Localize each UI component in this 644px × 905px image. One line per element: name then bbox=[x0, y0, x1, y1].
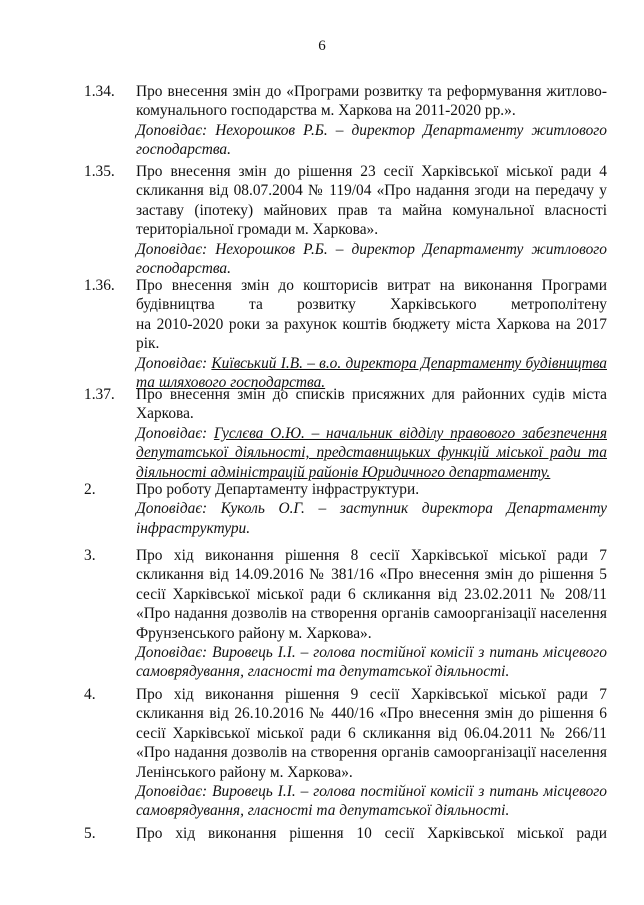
reporter-label: Доповідає: bbox=[136, 424, 208, 442]
item-title: Про хід виконання рішення 9 сесії Харківської міської ради 7 скликання від 26.10.2016 № 440/16 «Про внесення змін до рішення 6 сесії Харківської міської ради 6 скликання від 06.04.2011 № 266/11 «Про надання дозволів на створення органів самоорганізації населення Ленінського району м. Харкова». bbox=[136, 686, 607, 781]
reporter-label: Доповідає: bbox=[136, 354, 208, 372]
reporter-label: Доповідає: bbox=[136, 644, 208, 662]
item-number: 2. bbox=[84, 481, 96, 498]
item-title: Про внесення змін до рішення 23 сесії Харківської міської ради 4 скликання від 08.07.2004 № 119/04 «Про надання згоди на передачу у заставу (іпотеку) майнових прав та майна комунальної власності територіальної громади м. Харкова». bbox=[136, 163, 607, 239]
item-number: 5. bbox=[84, 825, 96, 842]
reporter-text: Нехорошков Р.Б. – директор Департаменту житлового господарства. bbox=[136, 240, 607, 278]
item-title: Про роботу Департаменту інфраструктури. bbox=[136, 481, 420, 498]
item-number: 1.35. bbox=[84, 163, 115, 180]
item-reporter bbox=[136, 424, 607, 482]
item-reporter bbox=[136, 643, 607, 682]
agenda-item-1-35 bbox=[84, 162, 607, 278]
agenda-item-3 bbox=[84, 546, 607, 682]
item-number: 3. bbox=[84, 547, 96, 564]
item-number: 1.37. bbox=[84, 386, 115, 403]
item-reporter bbox=[136, 121, 607, 160]
agenda-item-2 bbox=[84, 480, 607, 538]
reporter-text: Київський І.В. – в.о. директора Департаменту будівництва та шляхового господарства. bbox=[136, 354, 607, 392]
item-title: Про хід виконання рішення 8 сесії Харківської міської ради 7 скликання від 14.09.2016 № 381/16 «Про внесення змін до рішення 5 сесії Харківської міської ради 6 скликання від 23.02.2011 № 208/11 «Про надання дозволів на створення органів самоорганізації населення Фрунзенського району м. Харкова». bbox=[136, 547, 607, 642]
item-number: 1.36. bbox=[84, 277, 115, 294]
item-title-line-2: будівництва та розвитку Харківського метрополітену bbox=[136, 296, 607, 314]
agenda-item-4 bbox=[84, 685, 607, 821]
item-reporter bbox=[136, 240, 607, 279]
reporter-label: Доповідає: bbox=[136, 500, 208, 518]
reporter-label: Доповідає: bbox=[136, 240, 208, 258]
item-reporter bbox=[136, 782, 607, 821]
item-number: 1.34. bbox=[84, 83, 115, 100]
item-title: Про внесення змін до списків присяжних для районних судів міста Харкова. bbox=[136, 386, 607, 423]
item-title: Про хід виконання рішення 10 сесії Харківської міської ради bbox=[136, 825, 607, 842]
agenda-item-5 bbox=[84, 824, 607, 843]
reporter-text: Вировець І.І. – голова постійної комісії з питань місцевого самоврядування, гласності та депутатської діяльності. bbox=[136, 783, 607, 820]
item-title: Про внесення змін до «Програми розвитку та реформування житлово-комунального господарства м. Харкова на 2011-2020 рр.». bbox=[136, 83, 607, 120]
reporter-label: Доповідає: bbox=[136, 783, 208, 801]
reporter-label: Доповідає: bbox=[136, 121, 208, 139]
reporter-text: Гуслєва О.Ю. – начальник відділу правового забезпечення депутатської діяльності, представницьких функцій міської ради та діяльності адміністрацій районів Юридичного департаменту. bbox=[136, 424, 607, 481]
item-reporter bbox=[136, 499, 607, 538]
reporter-text: Куколь О.Г. – заступник директора Департаменту інфраструктури. bbox=[136, 500, 607, 537]
item-title-rest: на 2010-2020 роки за рахунок коштів бюджету міста Харкова на 2017 рік. bbox=[136, 315, 607, 353]
item-number: 4. bbox=[84, 686, 96, 703]
item-title-line-1: Про внесення змін до кошторисів витрат на виконання Програми bbox=[136, 277, 607, 294]
agenda-item-1-34 bbox=[84, 82, 607, 160]
agenda-item-1-36 bbox=[84, 276, 607, 392]
reporter-text: Нехорошков Р.Б. – директор Департаменту житлового господарства. bbox=[136, 121, 607, 159]
page-number: 6 bbox=[318, 38, 326, 54]
agenda-item-1-37 bbox=[84, 385, 607, 482]
reporter-text: Вировець І.І. – голова постійної комісії з питань місцевого самоврядування, гласності та депутатської діяльності. bbox=[136, 644, 607, 681]
